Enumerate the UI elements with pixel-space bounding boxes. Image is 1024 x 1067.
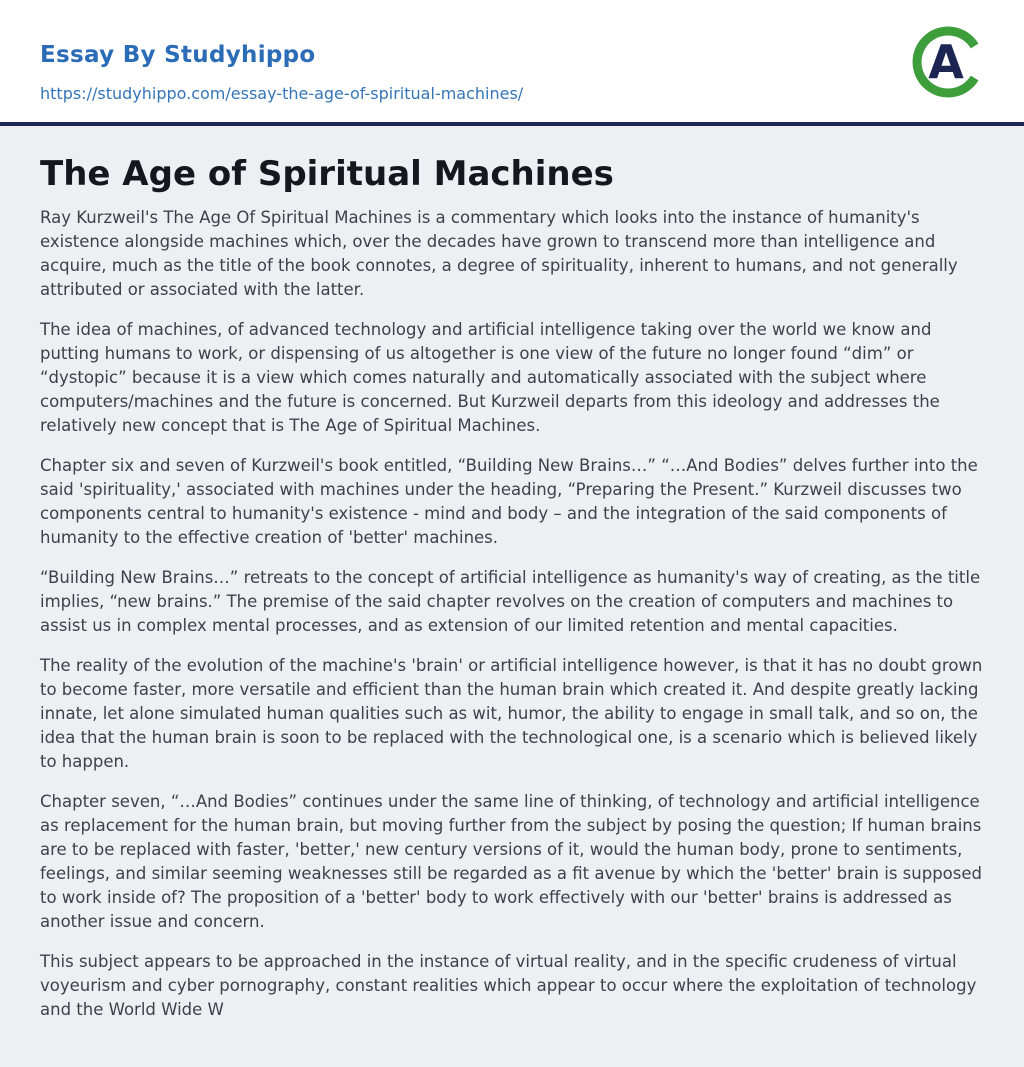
- essay-paragraph-1: Ray Kurzweil's The Age Of Spiritual Machines is a commentary which looks into the instance of humanity's existence alongside machines which, over the decades have grown to transcend more than intelligence and acquire, much as the title of the book connotes, a degree of spirituality, inherent to humans, and not generally attributed or associated with the latter.: [40, 208, 958, 299]
- essay-paragraph-3: Chapter six and seven of Kurzweil's book entitled, “Building New Brains…” “…And Bodies” delves further into the said 'spirituality,' associated with machines under the heading, “Preparing the Present.” Kurzweil discusses two components central to humanity's existence - mind and body – and the integration of the said components of humanity to the effective creation of 'better' machines.: [40, 456, 978, 547]
- site-header: [0, 0, 1024, 122]
- logo-letter: A: [928, 35, 964, 89]
- essay-url-link[interactable]: https://studyhippo.com/essay-the-age-of-spiritual-machines/: [40, 84, 524, 103]
- logo-icon: [910, 24, 986, 100]
- site-title: Essay By Studyhippo: [40, 42, 316, 68]
- essay-content: [0, 126, 1024, 1022]
- essay-paragraph-2: The idea of machines, of advanced technology and artificial intelligence taking over the world we know and putting humans to work, or dispensing of us altogether is one view of the future no longer found “dim” or “dystopic” because it is a view which comes naturally and automatically associated with the subject where computers/machines and the future is concerned. But Kurzweil departs from this ideology and addresses the relatively new concept that is The Age of Spiritual Machines.: [40, 320, 940, 435]
- essay-paragraph-5: The reality of the evolution of the machine's 'brain' or artificial intelligence however, is that it has no doubt grown to become faster, more versatile and efficient than the human brain which created it. And despite greatly lacking innate, let alone simulated human qualities such as wit, humor, the ability to engage in small talk, and so on, the idea that the human brain is soon to be replaced with the technological one, is a scenario which is believed likely to happen.: [40, 656, 983, 771]
- essay-paragraph-7: This subject appears to be approached in the instance of virtual reality, and in the specific crudeness of virtual voyeurism and cyber pornography, constant realities which appear to occur where the exploitation of technology and the World Wide W: [40, 952, 977, 1019]
- essay-title: The Age of Spiritual Machines: [40, 154, 614, 194]
- studyhippo-logo: [910, 24, 986, 100]
- essay-paragraph-6: Chapter seven, “…And Bodies” continues under the same line of thinking, of technology and artificial intelligence as replacement for the human brain, but moving further from the subject by posing the question; If human brains are to be replaced with faster, 'better,' new century versions of it, would the human body, prone to sentiments, feelings, and similar seeming weaknesses still be regarded as a fit avenue by which the 'better' brain is supposed to work inside of? The proposition of a 'better' body to work effectively with our 'better' brains is addressed as another issue and concern.: [40, 792, 982, 931]
- essay-paragraph-4: “Building New Brains…” retreats to the concept of artificial intelligence as humanity's way of creating, as the title implies, “new brains.” The premise of the said chapter revolves on the creation of computers and machines to assist us in complex mental processes, and as extension of our limited retention and mental capacities.: [40, 568, 981, 635]
- header-text-block: [40, 42, 984, 103]
